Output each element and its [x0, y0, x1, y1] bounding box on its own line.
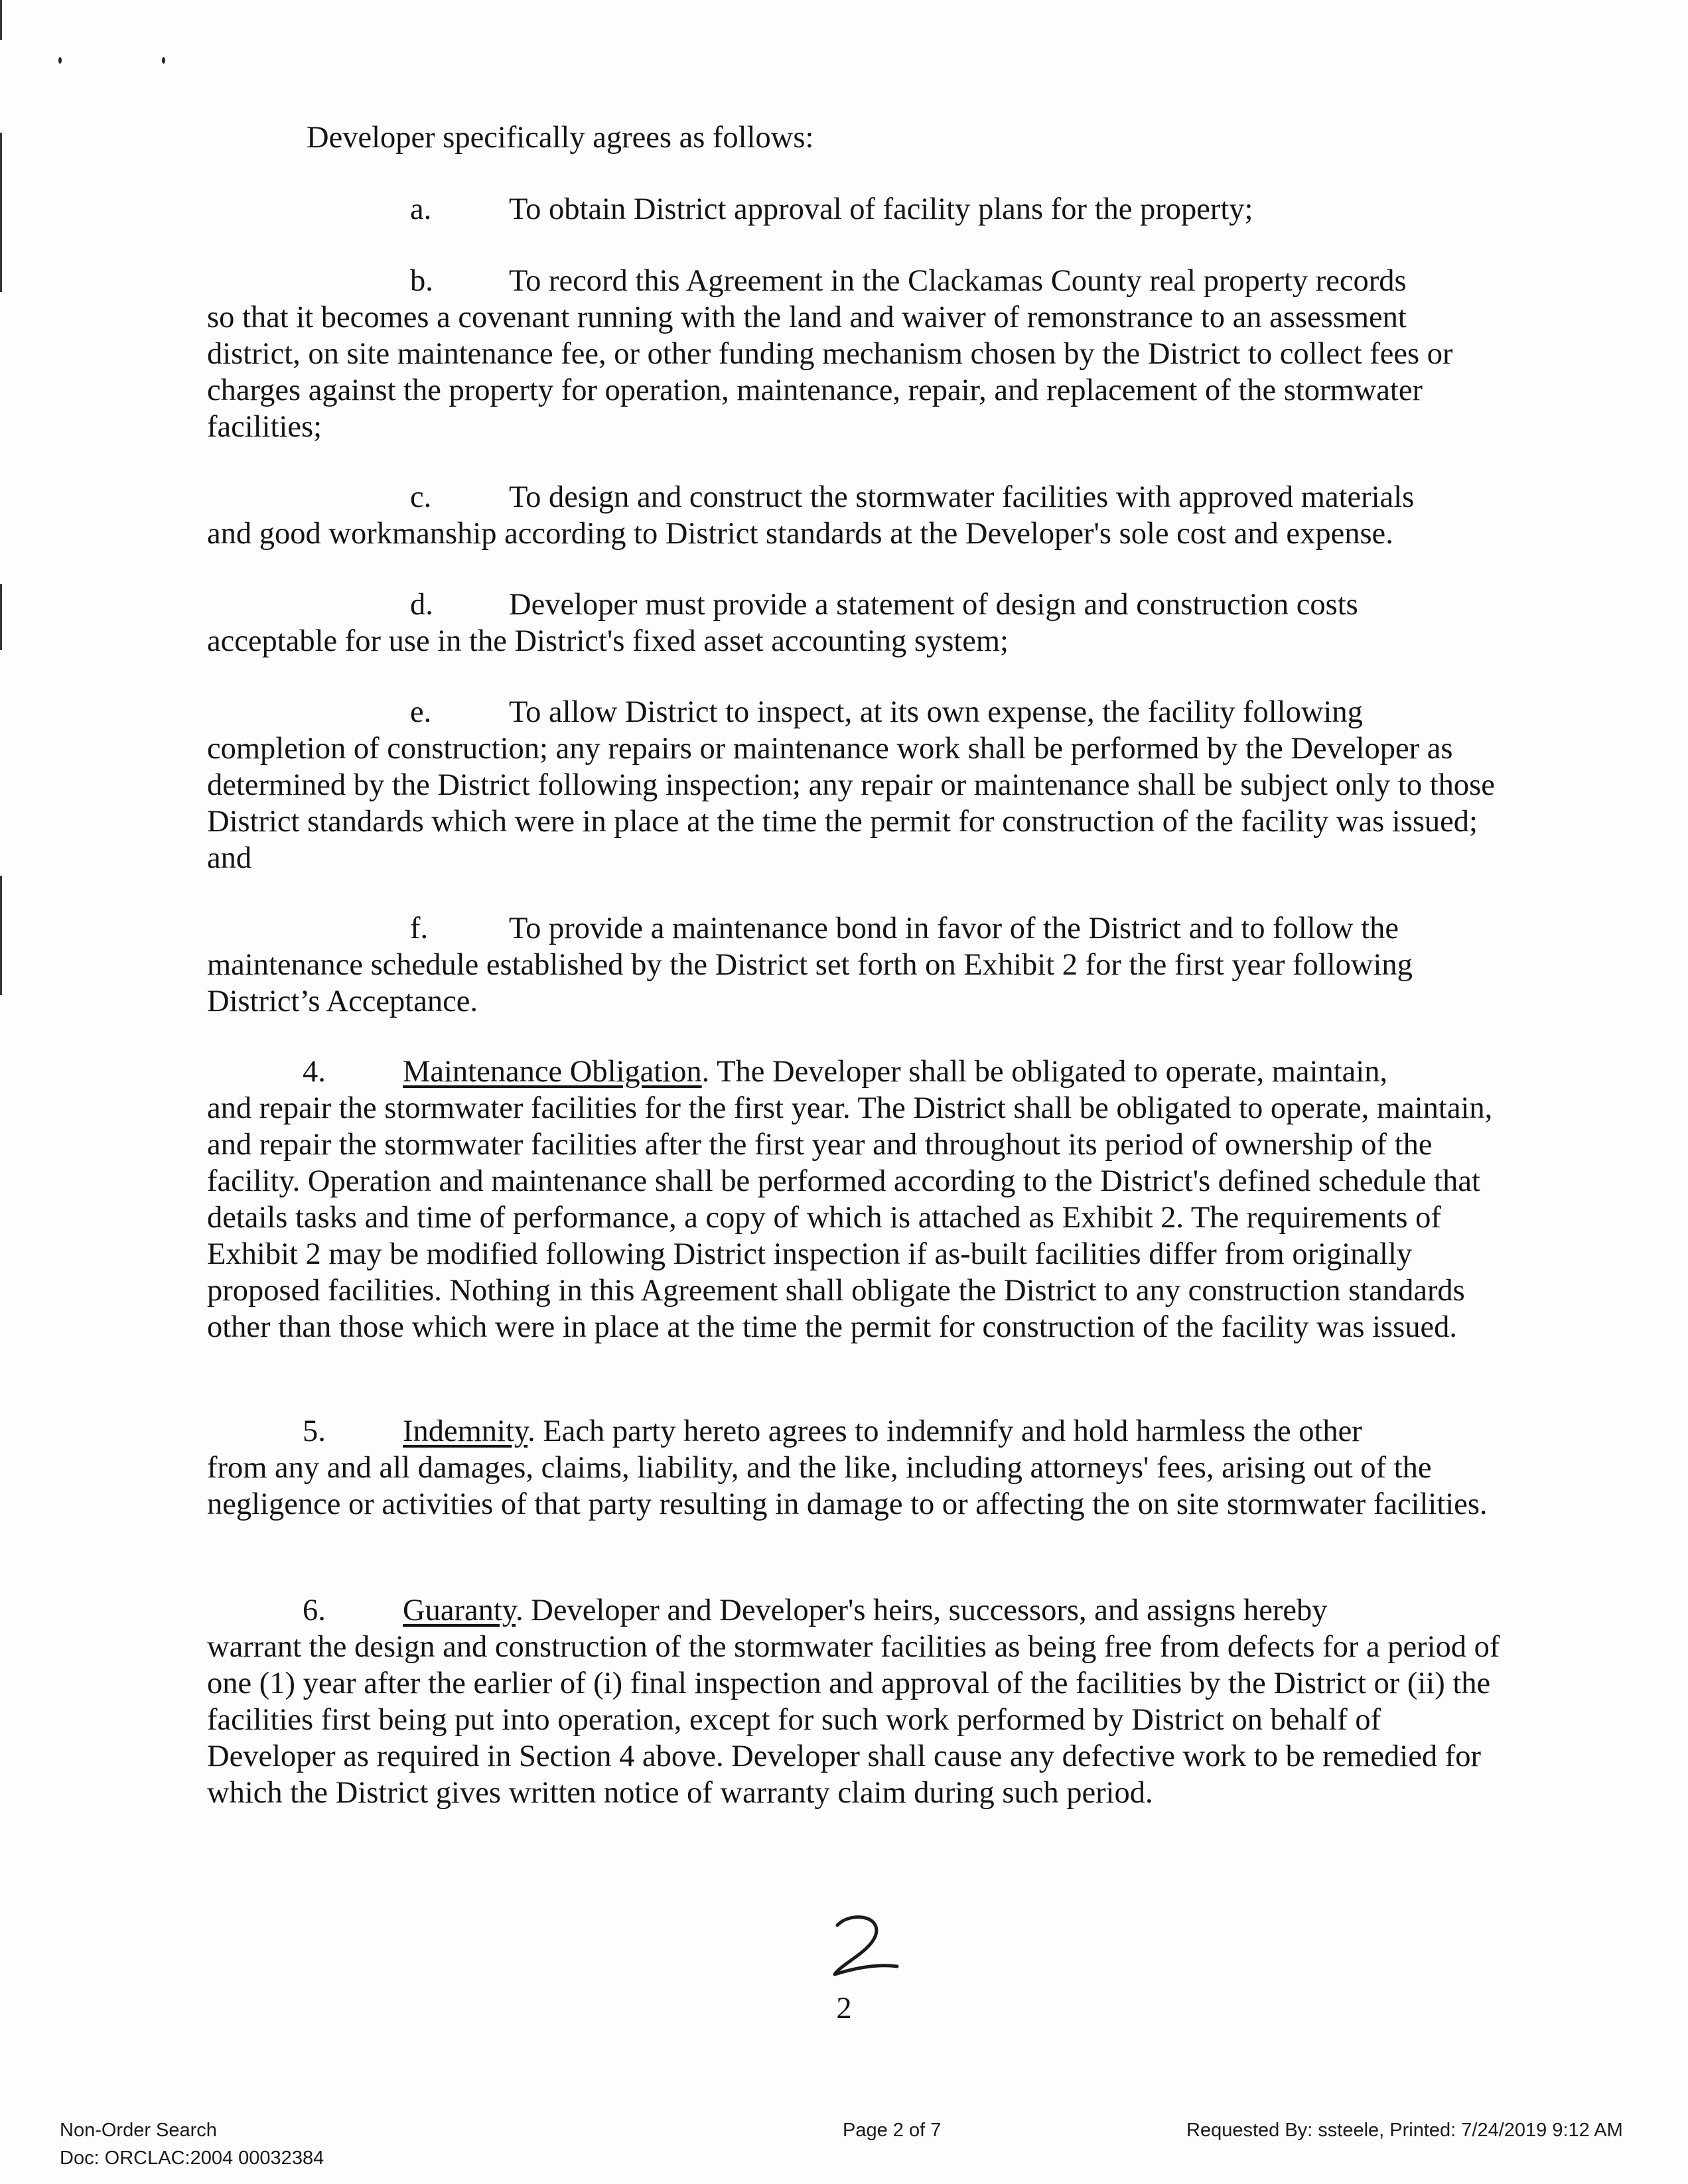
item-label: a.	[410, 192, 432, 226]
list-item	[207, 479, 1508, 552]
section-heading: Maintenance Obligation	[403, 1055, 702, 1089]
footer-requested-by: Requested By: ssteele, Printed: 7/24/2019 9:12 AM	[1186, 2120, 1623, 2141]
section-indemnity	[207, 1413, 1508, 1559]
handwritten-page-mark	[823, 1911, 909, 1984]
item-label: b.	[410, 264, 433, 298]
item-label: d.	[410, 588, 433, 622]
item-body: maintenance schedule established by the District set forth on Exhibit 2 for the first year following District’s Acceptance.	[207, 948, 1413, 1018]
footer-doc-id: Doc: ORCLAC:2004 00032384	[60, 2148, 324, 2169]
scan-edge-mark	[0, 0, 2, 40]
item-lead: To provide a maintenance bond in favor of the District and to follow the	[509, 912, 1399, 945]
item-body: and good workmanship according to District standards at the Developer's sole cost and expense.	[207, 517, 1393, 551]
item-lead: To obtain District approval of facility plans for the property;	[509, 192, 1253, 226]
item-label: f.	[410, 912, 429, 945]
section-body: from any and all damages, claims, liability, and the like, including attorneys' fees, arising out of the negligence or activities of that party resulting in damage to or affecting the on site stormwater facilities.	[207, 1451, 1488, 1521]
footer-page-count: Page 2 of 7	[843, 2120, 942, 2141]
list-item	[207, 694, 1508, 876]
list-item	[207, 910, 1508, 1020]
scan-speck	[162, 57, 165, 64]
scan-speck	[58, 57, 62, 64]
scan-edge-mark	[0, 584, 2, 650]
section-lead: . Developer and Developer's heirs, successors, and assigns hereby	[516, 1594, 1328, 1627]
item-lead: Developer must provide a statement of design and construction costs	[509, 588, 1358, 622]
section-number: 4.	[303, 1055, 326, 1089]
item-body: so that it becomes a covenant running with the land and waiver of remonstrance to an assessment district, on site maintenance fee, or other funding mechanism chosen by the District to collect fees or charges against the property for operation, maintenance, repair, and replacement of the stormwater facilities;	[207, 301, 1453, 444]
list-item	[207, 586, 1508, 659]
scan-edge-mark	[0, 876, 2, 995]
footer-left-top: Non-Order Search	[60, 2120, 217, 2141]
page-number: 2	[836, 1992, 852, 2025]
item-lead: To design and construct the stormwater facilities with approved materials	[509, 480, 1415, 514]
section-lead: . Each party hereto agrees to indemnify and hold harmless the other	[528, 1414, 1362, 1448]
section-body: and repair the stormwater facilities for the first year. The District shall be obligated to operate, maintain, and repair the stormwater facilities after the first year and throughout its period of ownership of the facility. Operation and maintenance shall be performed according to the District's defined schedule that details tasks and time of performance, a copy of which is attached as Exhibit 2. The requirements of Exhibit 2 may be modified following District inspection if as-built facilities differ from originally proposed facilities. Nothing in this Agreement shall obligate the District to any construction standards other than those which were in place at the time the permit for construction of the facility was issued.	[207, 1091, 1493, 1344]
item-body: acceptable for use in the District's fixed asset accounting system;	[207, 624, 1009, 658]
list-item	[207, 263, 1508, 445]
item-lead: To allow District to inspect, at its own expense, the facility following	[509, 695, 1363, 729]
section-heading: Indemnity	[403, 1414, 528, 1448]
section-maintenance-obligation	[207, 1054, 1508, 1385]
intro-line: Developer specifically agrees as follows:	[307, 121, 814, 155]
item-label: c.	[410, 480, 432, 514]
section-body: warrant the design and construction of the stormwater facilities as being free from defects for a period of one (1) year after the earlier of (i) final inspection and approval of the facilities by the District or (ii) the facilities first being put into operation, except for such work performed by District on behalf of Developer as required in Section 4 above. Developer shall cause any defective work to be remedied for which the District gives written notice of warranty claim during such period.	[207, 1630, 1500, 1810]
section-lead: . The Developer shall be obligated to operate, maintain,	[701, 1055, 1388, 1089]
scan-edge-mark	[0, 133, 2, 292]
section-heading: Guaranty	[403, 1594, 516, 1627]
section-guaranty	[207, 1592, 1508, 1858]
section-number: 5.	[303, 1414, 326, 1448]
section-number: 6.	[303, 1594, 326, 1627]
item-lead: To record this Agreement in the Clackamas County real property records	[509, 264, 1407, 298]
item-body: completion of construction; any repairs or maintenance work shall be performed by the Developer as determined by the District following inspection; any repair or maintenance shall be subject only to those District standards which were in place at the time the permit for construction of the facility was issued; and	[207, 732, 1495, 875]
item-label: e.	[410, 695, 432, 729]
